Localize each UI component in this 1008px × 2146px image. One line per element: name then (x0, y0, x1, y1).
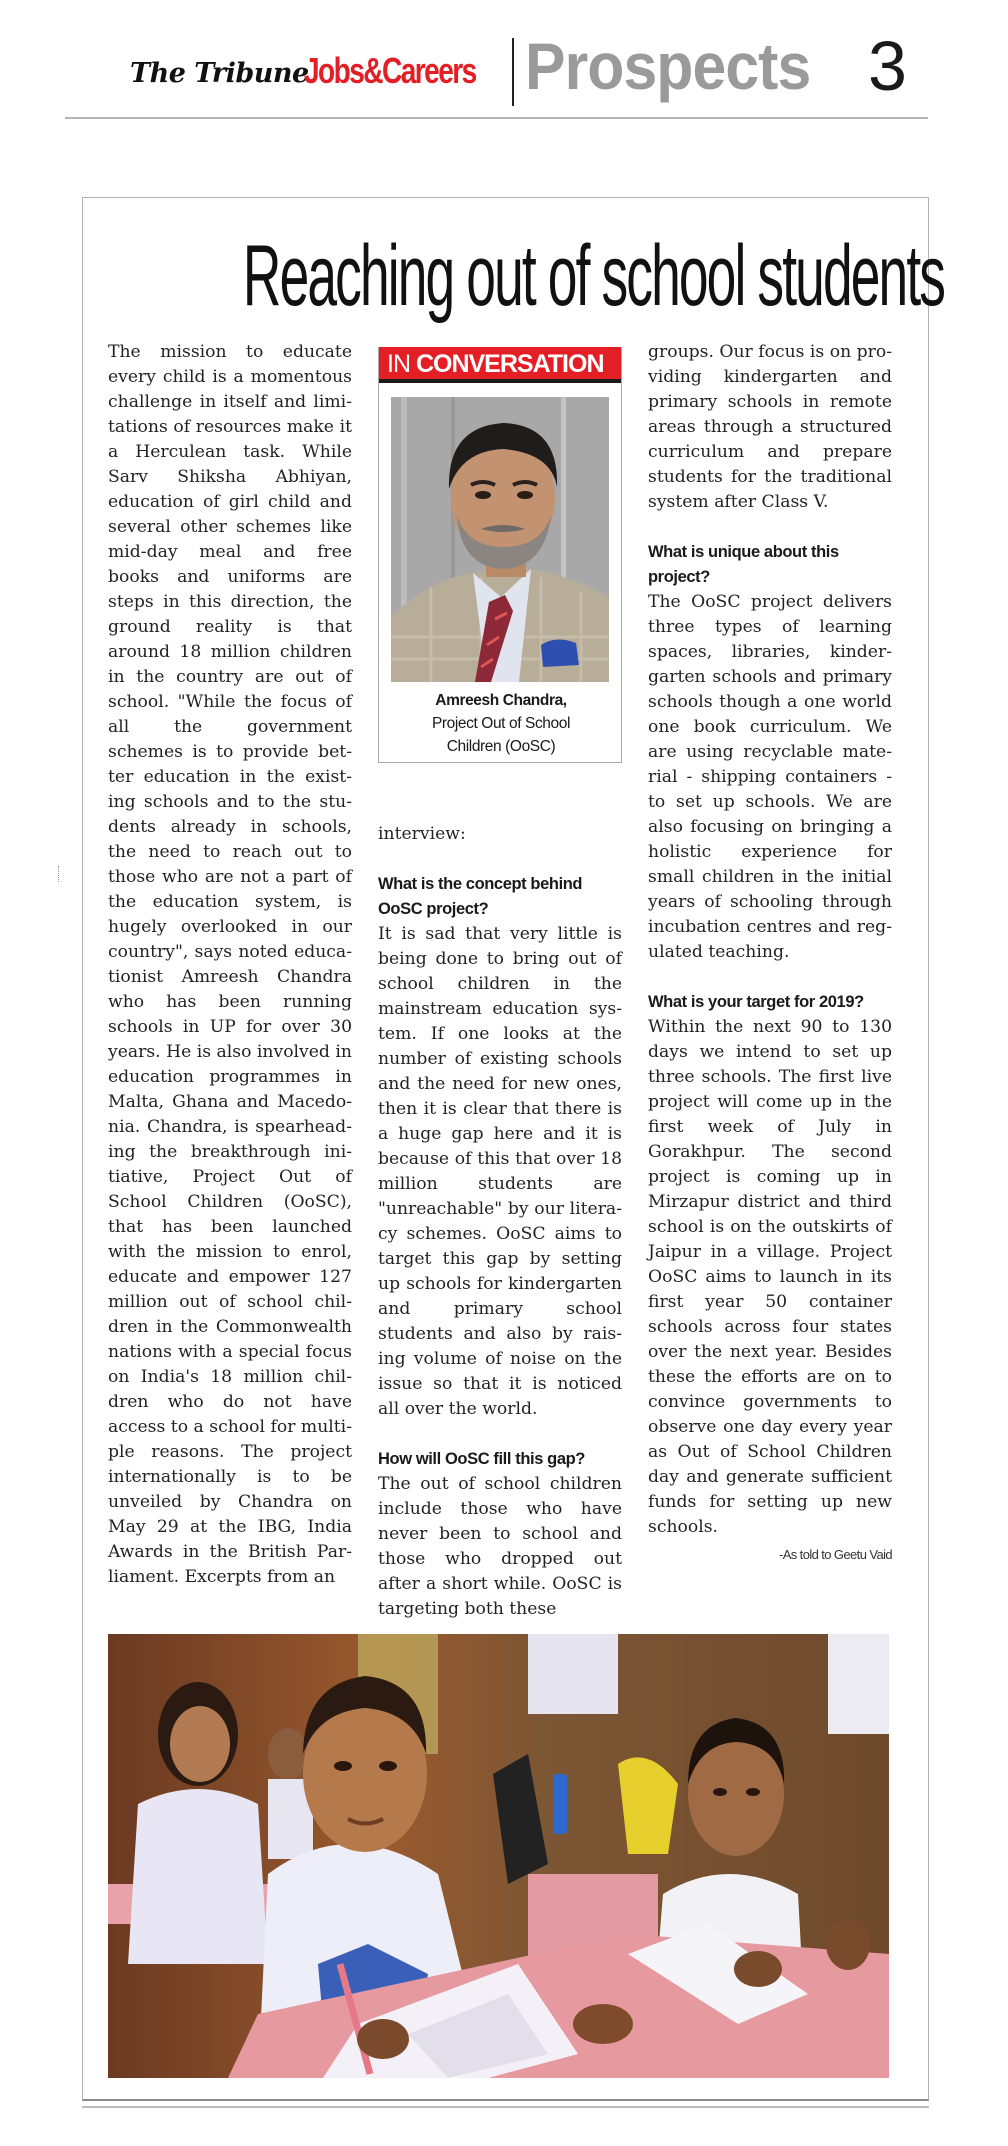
section-title: Prospects (525, 29, 811, 103)
margin-mark (58, 866, 64, 882)
classroom-illustration (108, 1634, 889, 2078)
column-3 (648, 340, 892, 1567)
caption-role-line-1: Project Out of School (431, 715, 571, 732)
banner-light-text: IN (387, 350, 416, 378)
article-frame-underline (82, 2106, 929, 2108)
masthead (0, 0, 1008, 120)
caption-role-line-2: Children (OoSC) (446, 738, 556, 755)
byline: -As told to Geetu Vaid (778, 1547, 892, 1562)
masthead-rule (65, 117, 928, 119)
publication-logo: The Tribune (130, 58, 309, 89)
masthead-divider (512, 38, 514, 106)
question-heading-4: What is your target for 2019? (648, 993, 864, 1011)
portrait-caption (379, 689, 623, 758)
banner-bold-text: CONVERSATION (415, 350, 604, 378)
page-number: 3 (868, 27, 907, 105)
answer-2-part-1: The out of school children include those who have never been to school and those who dropped out after a short while. OoSC is targeting both these (378, 1474, 622, 1619)
question-heading-1: What is the concept behind OoSC project? (378, 875, 583, 918)
question-heading-2: How will OoSC fill this gap? (378, 1450, 585, 1468)
column-1 (108, 340, 352, 1590)
article-headline: Reaching out of school students (242, 228, 945, 324)
in-conversation-box (378, 347, 622, 763)
column-2 (378, 822, 622, 1622)
supplement-title: Jobs&Careers (304, 50, 476, 91)
portrait-photo (391, 397, 609, 682)
answer-1: It is sad that very little is being done to bring out of school children in the mainstream education system. If one looks at the number of existing schools and the need for new ones, then it is clear that there is a huge gap here and it is because of this that over 18 million students are "unreachable" by our literacy schemes. OoSC aims to target this gap by setting up schools for kindergarten and primary school students and also by raising volume of noise on the issue so that it is noticed all over the world. (378, 924, 622, 1419)
caption-name: Amreesh Chandra, (435, 692, 567, 709)
question-heading-3: What is unique about this project? (648, 543, 839, 586)
answer-2-part-2: groups. Our focus is on providing kindergarten and primary schools in remote areas through a structured curriculum and prepare students for the traditional system after Class V. (648, 342, 892, 512)
portrait-illustration (391, 397, 609, 682)
answer-4: Within the next 90 to 130 days we intend to set up three schools. The first live project will come up in the first week of July in Gorakhpur. The second project is coming up in Mirzapur district and third school is on the outskirts of Jaipur in a village. Project OoSC aims to launch in its first year 50 container schools across four states over the next year. Besides these the efforts are on to convince governments to observe one day every year as Out of School Children day and generate sufficient funds for setting up new schools. (648, 1017, 892, 1537)
article-intro: The mission to educate every child is a momentous challenge in itself and limitations of resources make it a Herculean task. While Sarv Shiksha Abhiyan, education of girl child and several other schemes like mid-day meal and free books and uniforms are steps in this direction, the ground reality is that around 18 million children in the country are out of school. "While the focus of all the government schemes is to provide better education in the existing schools and to the students already in schools, the need to reach out to those who are not a part of the education system, is hugely overlooked in our country", says noted educationist Amreesh Chandra who has been running schools in UP for over 30 years. He is also involved in education programmes in Malta, Ghana and Macedonia. Chandra, is spearheading the breakthrough initiative, Project Out of School Children (OoSC), that has been launched with the mission to enrol, educate and empower 127 million out of school children in the Commonwealth nations with a special focus on India's 18 million children who do not have access to a school for multiple reasons. The project internationally is to be unveiled by Chandra on May 29 at the IBG, India Awards in the British Parliament. Excerpts from an (108, 342, 352, 1587)
classroom-photo (108, 1634, 889, 2078)
in-conversation-banner (379, 347, 621, 383)
answer-3: The OoSC project delivers three types of learning spaces, libraries, kindergarten schools and primary schools though a one world one book curriculum. We are using recyclable material - shipping containers - to set up schools. We are also focusing on bringing a holistic experience for small children in the initial years of schooling through incubation centres and regulated teaching. (648, 592, 892, 962)
article-intro-continued: interview: (378, 824, 466, 844)
